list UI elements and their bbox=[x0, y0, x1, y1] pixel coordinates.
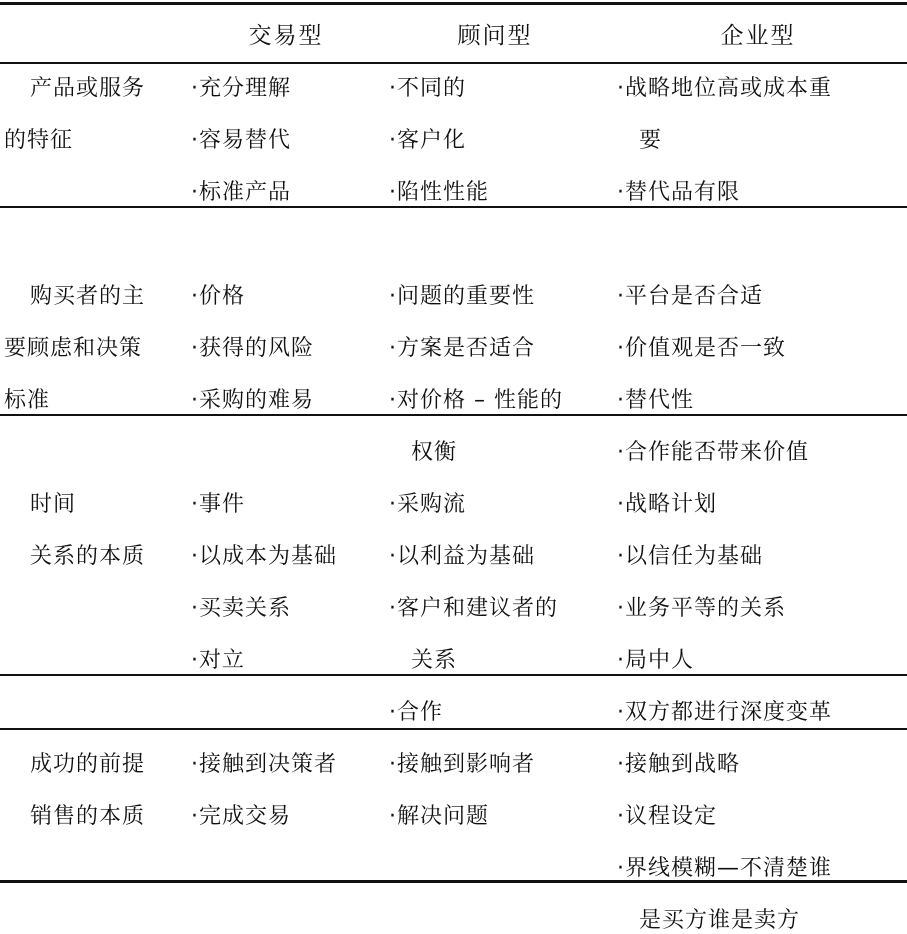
cell-transactional: ·价格 bbox=[191, 284, 245, 309]
cell-consultative: ·陷性性能 bbox=[389, 180, 489, 205]
cell-enterprise: ·合作能否带来价值 bbox=[617, 440, 809, 465]
cell-enterprise: 是买方谁是卖方 bbox=[639, 908, 801, 933]
cell-transactional: ·接触到决策者 bbox=[191, 752, 337, 777]
header-transactional: 交易型 bbox=[248, 23, 324, 49]
cell-consultative: ·客户和建议者的 bbox=[389, 596, 558, 621]
cell-consultative: ·解决问题 bbox=[389, 804, 489, 829]
row-divider bbox=[0, 728, 907, 730]
row-label: 销售的本质 bbox=[30, 804, 146, 829]
cell-enterprise: ·替代品有限 bbox=[617, 180, 740, 205]
cell-consultative: ·以利益为基础 bbox=[389, 544, 535, 569]
cell-transactional: ·标准产品 bbox=[191, 180, 291, 205]
cell-transactional: ·买卖关系 bbox=[191, 596, 291, 621]
cell-enterprise: ·议程设定 bbox=[617, 804, 717, 829]
cell-enterprise: ·业务平等的关系 bbox=[617, 596, 786, 621]
cell-enterprise: ·双方都进行深度变革 bbox=[617, 700, 832, 725]
cell-enterprise: ·战略地位高或成本重 bbox=[617, 76, 832, 101]
cell-transactional: ·以成本为基础 bbox=[191, 544, 337, 569]
cell-transactional: ·充分理解 bbox=[191, 76, 291, 101]
row-divider bbox=[0, 206, 907, 208]
row-divider bbox=[0, 674, 907, 676]
cell-consultative: ·不同的 bbox=[389, 76, 466, 101]
cell-enterprise: ·价值观是否一致 bbox=[617, 336, 786, 361]
row-label: 的特征 bbox=[4, 128, 74, 153]
cell-enterprise: ·接触到战略 bbox=[617, 752, 740, 777]
cell-transactional: ·容易替代 bbox=[191, 128, 291, 153]
row-label: 要顾虑和决策 bbox=[4, 336, 143, 361]
row-label: 时间 bbox=[30, 492, 77, 517]
cell-consultative: 关系 bbox=[411, 648, 458, 673]
row-label: 购买者的主 bbox=[30, 284, 146, 309]
cell-consultative: ·方案是否适合 bbox=[389, 336, 535, 361]
cell-consultative: ·对价格 – 性能的 bbox=[389, 388, 563, 413]
cell-transactional: ·完成交易 bbox=[191, 804, 291, 829]
row-label: 成功的前提 bbox=[30, 752, 146, 777]
cell-enterprise: ·界线模糊—不清楚谁 bbox=[617, 856, 832, 881]
cell-enterprise: ·平台是否合适 bbox=[617, 284, 763, 309]
cell-consultative: ·接触到影响者 bbox=[389, 752, 535, 777]
table-top-rule bbox=[0, 2, 907, 5]
cell-enterprise: ·以信任为基础 bbox=[617, 544, 763, 569]
cell-consultative: 权衡 bbox=[411, 440, 458, 465]
header-rule bbox=[0, 62, 907, 64]
row-divider bbox=[0, 414, 907, 416]
header-consultative: 顾问型 bbox=[457, 23, 533, 49]
cell-enterprise: ·局中人 bbox=[617, 648, 694, 673]
cell-enterprise: ·替代性 bbox=[617, 388, 694, 413]
row-label: 标准 bbox=[4, 388, 51, 413]
cell-transactional: ·对立 bbox=[191, 648, 245, 673]
cell-consultative: ·客户化 bbox=[389, 128, 466, 153]
cell-transactional: ·采购的难易 bbox=[191, 388, 314, 413]
cell-transactional: ·获得的风险 bbox=[191, 336, 314, 361]
row-label: 关系的本质 bbox=[30, 544, 146, 569]
cell-consultative: ·问题的重要性 bbox=[389, 284, 535, 309]
cell-transactional: ·事件 bbox=[191, 492, 245, 517]
header-enterprise: 企业型 bbox=[720, 23, 796, 49]
cell-consultative: ·合作 bbox=[389, 700, 443, 725]
cell-consultative: ·采购流 bbox=[389, 492, 466, 517]
cell-enterprise: ·战略计划 bbox=[617, 492, 717, 517]
row-label: 产品或服务 bbox=[30, 76, 146, 101]
cell-enterprise: 要 bbox=[639, 128, 663, 153]
